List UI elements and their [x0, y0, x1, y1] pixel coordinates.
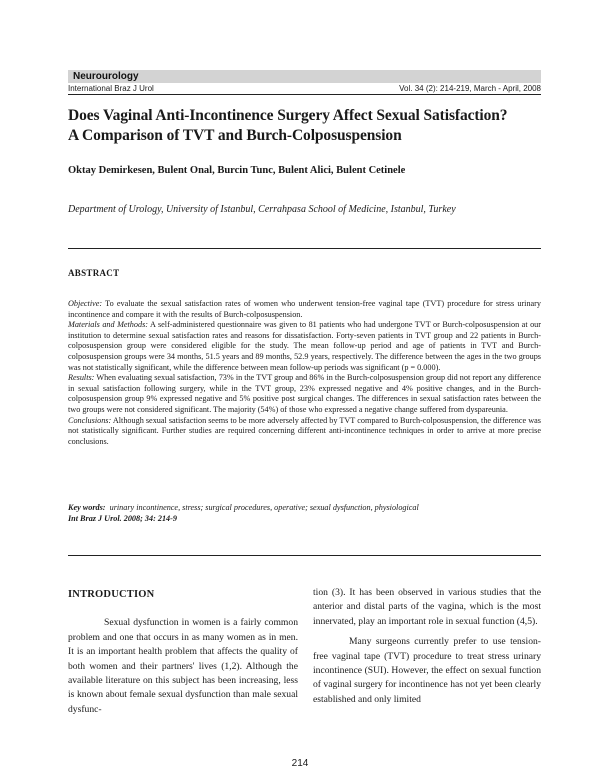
citation: Int Braz J Urol. 2008; 34: 214-9: [68, 513, 177, 523]
results-text: When evaluating sexual satisfaction, 73% in the TVT group and 86% in the Burch-colposuspension group did not report any difference in sexual satisfaction following surgery, while in the TVT group, 23% expressed negative and 4% positive changes, and in the Burch-colposuspension group 9% expressed negative and 5% positive post surgical changes. The differences in sexual satisfaction rates between the two groups were not considered significant. The majority (54%) of those who expressed a negative change suffered from dyspareunia.: [68, 373, 541, 414]
right-column: [313, 586, 541, 707]
objective-text: To evaluate the sexual satisfaction rates of women who underwent tension-free vaginal tape (TVT) procedure for stress urinary incontinence and compare it with the results of Burch-colposuspension.: [68, 299, 541, 319]
methods-label: Materials and Methods:: [68, 320, 148, 330]
abstract-results: [68, 373, 541, 415]
author-list: Oktay Demirkesen, Bulent Onal, Burcin Tunc, Bulent Alici, Bulent Cetinele: [68, 165, 406, 176]
section-name: Neurourology: [73, 71, 139, 82]
abstract-methods: [68, 320, 541, 373]
methods-text: A self-administered questionnaire was given to 81 patients who had undergone TVT or Burch-colposuspension at our institution to determine sexual satisfaction rates and reasons for dissatisfaction. Forty-seven patients in TVT group and 22 patients in Burch-colposuspension group were considered eligible for the study. The mean follow-up period and age of patients in TVT and Burch-colposuspension groups were 34 months, 51.5 years and 89 months, 52.9 years, respectively. The difference between the ages in the two groups was not statistically significant, while the difference between mean follow-up periods was significant (p = 0.000).: [68, 320, 541, 372]
title-line-1: Does Vaginal Anti-Incontinence Surgery Affect Sexual Satisfaction?: [68, 107, 508, 124]
title-line-2: A Comparison of TVT and Burch-Colposuspension: [68, 127, 402, 144]
left-column: [68, 588, 298, 717]
intro-paragraph-1: Sexual dysfunction in women is a fairly common problem and one that occurs in as many women as in men. It is an important health problem that affects the quality of both women and their partners' lives (1,2). Although the available literature on this subject has been increasing, less is known about female sexual dysfunction than male sexual dysfunc-: [68, 617, 298, 715]
header-rule: [68, 94, 541, 95]
abstract-body: [68, 299, 541, 447]
affiliation: Department of Urology, University of Istanbul, Cerrahpasa School of Medicine, Istanbul, Turkey: [68, 204, 456, 215]
introduction-heading: INTRODUCTION: [68, 589, 155, 600]
results-label: Results:: [68, 373, 95, 383]
keywords-label: Key words:: [68, 503, 106, 512]
abstract-bottom-rule: [68, 555, 541, 556]
abstract-heading: ABSTRACT: [68, 268, 120, 278]
abstract-conclusions: [68, 416, 541, 448]
journal-info-line: [68, 84, 541, 93]
volume-info: Vol. 34 (2): 214-219, March - April, 2008: [399, 84, 541, 93]
intro-paragraph-continued: tion (3). It has been observed in various studies that the anterior and distal parts of the vagina, which is the most innervated, play an important role in sexual function (4,5).: [313, 587, 541, 627]
keywords-block: [68, 503, 541, 524]
conclusions-text: Although sexual satisfaction seems to be more adversely affected by TVT compared to Burch-colposuspension, the difference was not statistically significant. Further studies are required concerning different anti-incontinence techniques in order to arrive at more precise conclusions.: [68, 415, 541, 446]
page-number: 214: [291, 758, 309, 769]
intro-paragraph-2: Many surgeons currently prefer to use tension-free vaginal tape (TVT) procedure to treat stress urinary incontinence (SUI). However, the effect on sexual function of vaginal surgery for incontinence has not yet been clearly established and only limited: [313, 636, 541, 705]
abstract-objective: [68, 299, 541, 320]
article-title: [68, 106, 548, 146]
conclusions-label: Conclusions:: [68, 415, 112, 425]
objective-label: Objective:: [68, 299, 103, 308]
abstract-top-rule: [68, 248, 541, 249]
keywords-text: urinary incontinence, stress; surgical procedures, operative; sexual dysfunction, physiological: [109, 503, 419, 512]
journal-name: International Braz J Urol: [68, 84, 154, 93]
